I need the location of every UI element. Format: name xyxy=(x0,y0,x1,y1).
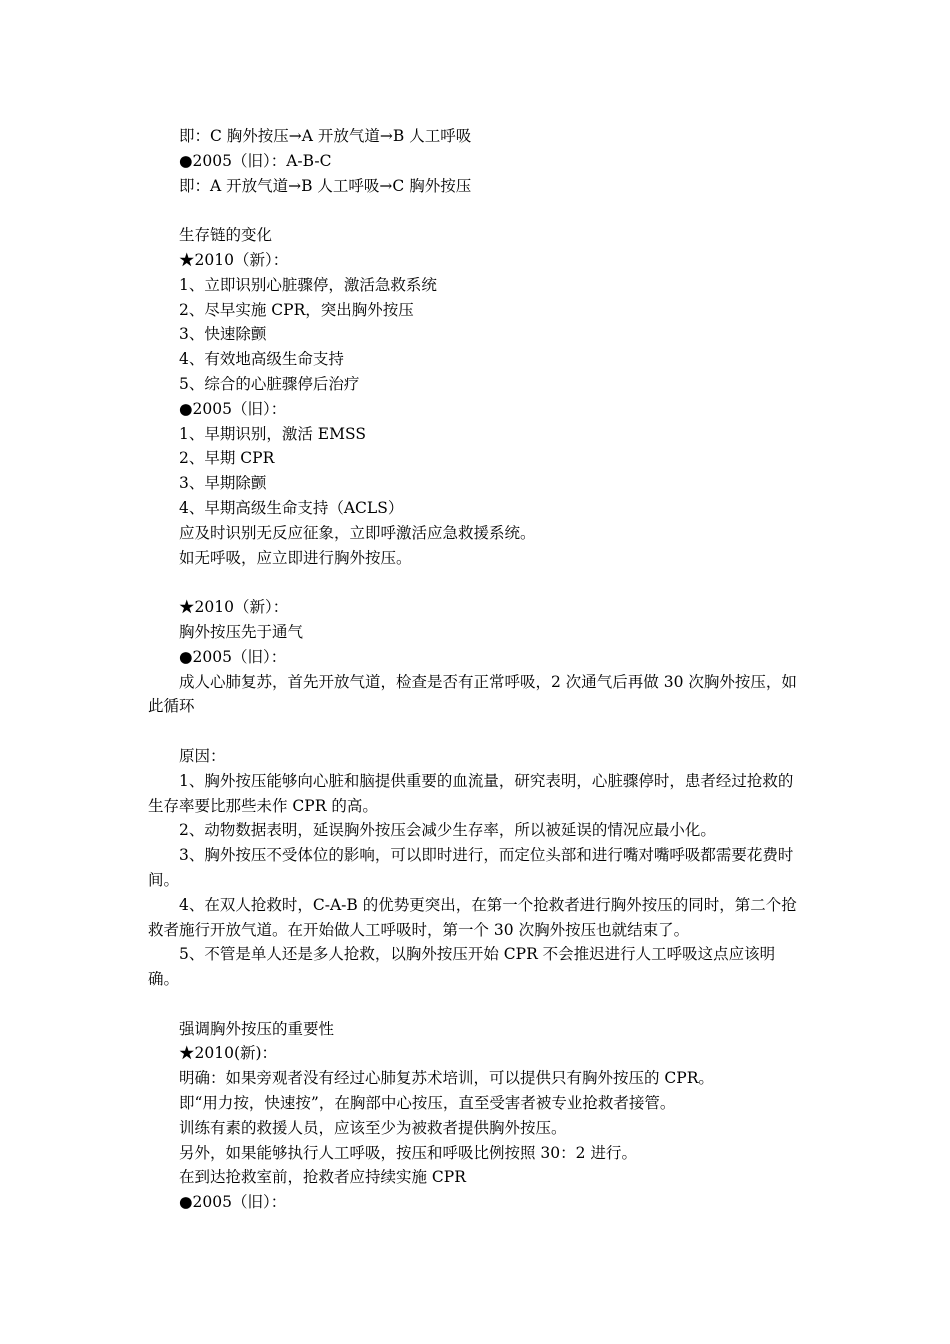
cab-order-new: 即：C 胸外按压→A 开放气道→B 人工呼吸 xyxy=(179,127,472,145)
version-2005-heading: ●2005（旧）： xyxy=(179,399,287,418)
body-text: 应及时识别无反应征象，立即呼激活应急救援系统。 xyxy=(179,523,536,542)
list-item: 4、早期高级生命支持（ACLS） xyxy=(179,498,404,517)
blank-line xyxy=(148,719,798,744)
list-item: 2、尽早实施 CPR，突出胸外按压 xyxy=(179,300,414,319)
body-text: 如无呼吸，应立即进行胸外按压。 xyxy=(179,548,412,567)
list-item: 3、快速除颤 xyxy=(179,325,267,344)
document-body xyxy=(148,124,798,1215)
version-2005-heading: ●2005（旧）： xyxy=(179,647,287,666)
section-title: 原因： xyxy=(179,746,226,765)
list-item: 5、综合的心脏骤停后治疗 xyxy=(179,374,360,393)
list-item: 2、早期 CPR xyxy=(179,449,275,468)
reason-paragraph: 5、不管是单人还是多人抢救，以胸外按压开始 CPR 不会推迟进行人工呼吸这点应该明确。 xyxy=(148,945,776,989)
body-text: 明确：如果旁观者没有经过心肺复苏术培训，可以提供只有胸外按压的 CPR。 xyxy=(179,1069,714,1088)
body-text: 在到达抢救室前，抢救者应持续实施 CPR xyxy=(179,1168,466,1187)
body-text: 胸外按压先于通气 xyxy=(179,622,304,641)
list-item: 3、早期除颤 xyxy=(179,474,267,493)
version-2010-heading: ★2010（新）： xyxy=(179,598,289,617)
blank-line xyxy=(148,992,798,1017)
body-text: 另外，如果能够执行人工呼吸，按压和呼吸比例按照 30：2 进行。 xyxy=(179,1143,637,1162)
body-text: 训练有素的救援人员，应该至少为被救者提供胸外按压。 xyxy=(179,1118,567,1137)
abc-order-old: 即：A 开放气道→B 人工呼吸→C 胸外按压 xyxy=(179,176,472,195)
blank-line xyxy=(148,198,798,223)
reason-paragraph: 4、在双人抢救时，C-A-B 的优势更突出，在第一个抢救者进行胸外按压的同时，第二个抢救者施行开放气道。在开始做人工呼吸时，第一个 30 次胸外按压也就结束了。 xyxy=(148,895,797,939)
section-title: 生存链的变化 xyxy=(179,226,273,245)
version-2010-heading: ★2010(新)： xyxy=(179,1044,278,1063)
body-text: 即“用力按，快速按”，在胸部中心按压，直至受害者被专业抢救者接管。 xyxy=(179,1094,676,1113)
list-item: 1、早期识别，激活 EMSS xyxy=(179,424,366,443)
list-item: 1、立即识别心脏骤停，激活急救系统 xyxy=(179,275,437,294)
section-title: 强调胸外按压的重要性 xyxy=(179,1019,335,1038)
reason-paragraph: 1、胸外按压能够向心脏和脑提供重要的血流量，研究表明，心脏骤停时，患者经过抢救的生存率要比那些未作 CPR 的高。 xyxy=(148,771,794,815)
reason-paragraph: 2、动物数据表明，延误胸外按压会减少生存率，所以被延误的情况应最小化。 xyxy=(179,821,716,840)
body-paragraph: 成人心肺复苏，首先开放气道，检查是否有正常呼吸，2 次通气后再做 30 次胸外按压，如此循环 xyxy=(148,672,797,716)
version-2005-heading: ●2005（旧）：A-B-C xyxy=(179,151,332,170)
blank-line xyxy=(148,570,798,595)
version-2005-heading: ●2005（旧）： xyxy=(179,1193,287,1212)
version-2010-heading: ★2010（新）： xyxy=(179,250,289,269)
reason-paragraph: 3、胸外按压不受体位的影响，可以即时进行，而定位头部和进行嘴对嘴呼吸都需要花费时间。 xyxy=(148,846,794,889)
list-item: 4、有效地高级生命支持 xyxy=(179,350,344,369)
